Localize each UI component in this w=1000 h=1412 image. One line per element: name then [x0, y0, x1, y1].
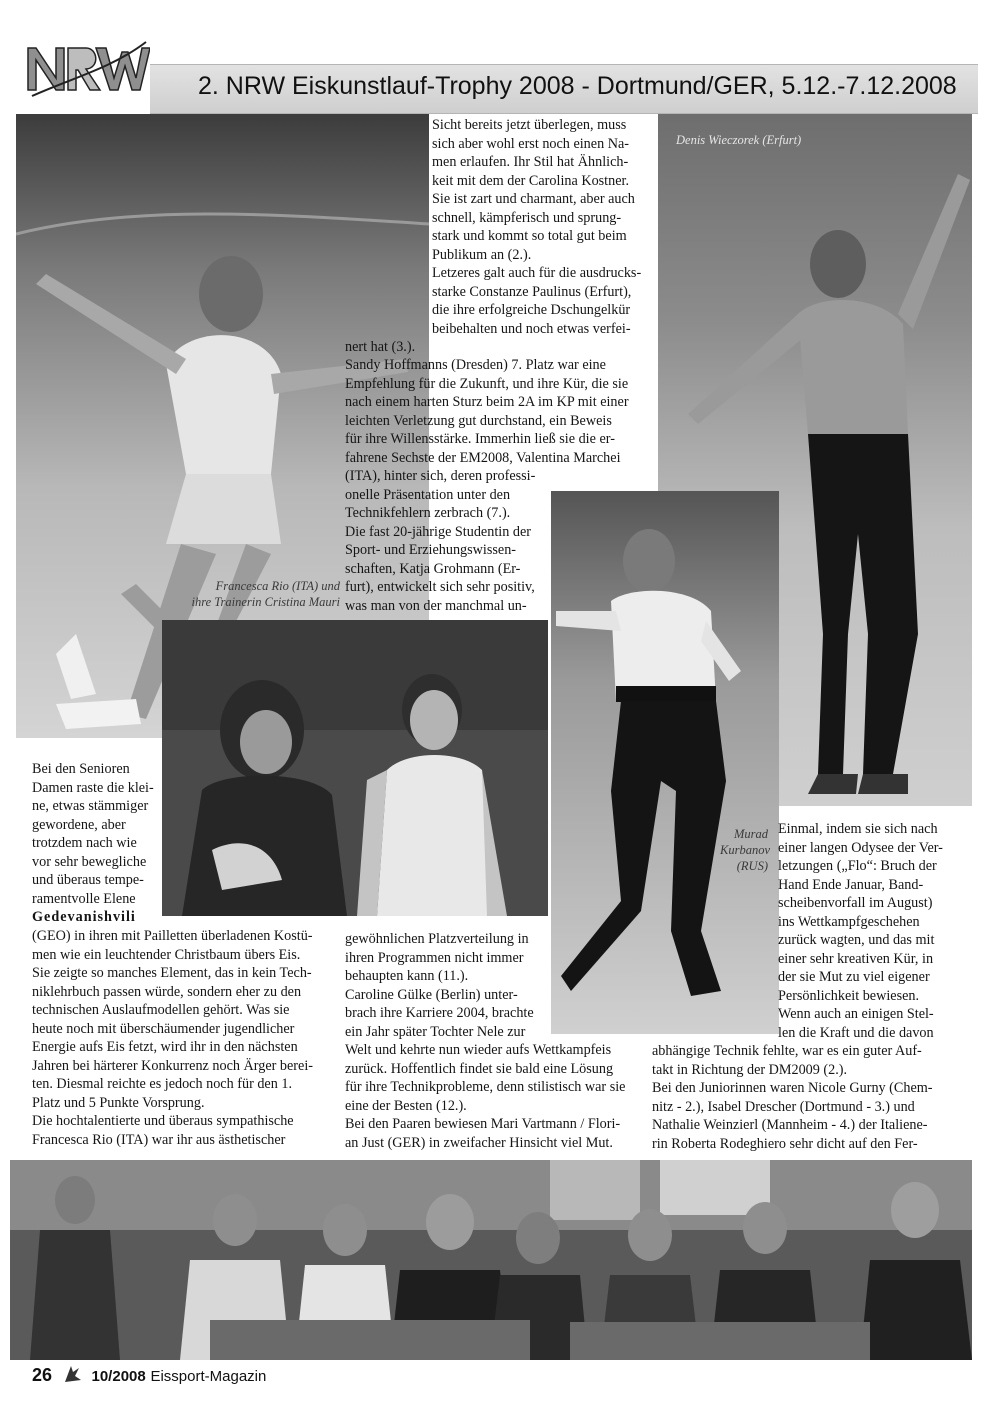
text-column-left-wide: (GEO) in ihren mit Pailletten überladenen Kostü- men wie ein leuchtender Christbaum übers Eis. Sie zeigte so manches Element, das in kein Tech- niklehrbuch passen würde, sondern eher zu den technischen Auslaufmodellen gehört. Was sie heute noch mit überschäumender jugendlicher Energie aufs Eis fetzt, wird ihr in den nächsten Jahren bei härterer Konkurrenz noch Ärger berei- ten. Diesmal reichte es jedoch noch für den 1. Platz und 5 Punkte Vorsprung. Die hochtalentierte und überaus sympathische Francesca Rio (ITA) war ihr aus ästhetischer [32, 928, 313, 1148]
text-column-top: Sicht bereits jetzt überlegen, muss sich aber wohl erst noch einen Na- men erlaufen. Ihr Stil hat Ähnlich- keit mit dem der Carolina Kostner. Sie ist zart und charmant, aber auch schnell, kämpferisch und sprung- stark und kommt so total gut beim Publikum an (2.). Letzeres galt auch für die ausdrucks- starke Constanze Paulinus (Erfurt), die ihre erfolgreiche Dschungelkür beibehalten und noch etwas verfei- [432, 117, 642, 337]
caption-kurbanov: Murad Kurbanov (RUS) [720, 827, 770, 873]
caption-rio: Francesca Rio (ITA) und ihre Trainerin Cristina Mauri [191, 579, 340, 609]
text-nert: nert hat (3.). [345, 339, 416, 355]
text-column-left-narrow: Bei den Senioren Damen raste die klei- ne, etwas stämmiger gewordene, aber trotzdem nach wie vor sehr bewegliche und überaus tempe- ramentvolle Elene Gedevanishvili [32, 761, 154, 925]
text-column-middle: gewöhnlichen Platzverteilung in ihren Programmen nicht immer behaupten kann (11.). Caroline Gülke (Berlin) unter- brach ihre Karriere 2004, brachte ein Jahr später Tochter Nele zur Welt und kehrte nun wieder aufs Wettkampfeis zurück. Hoffentlich findet sie bald eine Lösung für ihre Technikprobleme, denn stilistisch war sie eine der Besten (12.). Bei den Paaren bewiesen Mari Vartmann / Flori- an Just (GER) in zweifacher Hinsicht viel Mut. [345, 931, 626, 1151]
photo-audience [10, 1160, 972, 1360]
issue-number: 10/2008 [91, 1368, 146, 1385]
magazine-name: Eissport-Magazin [150, 1368, 267, 1385]
page-title: 2. NRW Eiskunstlauf-Trophy 2008 - Dortmund/GER, 5.12.-7.12.2008 [198, 72, 957, 100]
photo-rio-and-trainer [162, 620, 548, 916]
footer [32, 1364, 266, 1386]
text-column-right: Einmal, indem sie sich nach einer langen Odysee der Ver- letzungen („Flo“: Bruch der Hand Ende Januar, Band- scheibenvorfall im August) ins Wettkampfgeschehen zurück wagten, und das mit einer sehr kreativen Kür, in der sie Mut zu viel eigener Persönlichkeit bewiesen. Wenn auch an einigen Stel- len die Kraft und die davon abhängige Technik fehlte, war es ein guter Auf- takt in Richtung der DM2009 (2.). Bei den Juniorinnen waren Nicole Gurny (Chem- nitz - 2.), Isabel Drescher (Dortmund - 3.) und Nathalie Weinzierl (Mannheim - 4.) der Italiene- rin Roberta Rodeghiero sehr dicht auf den Fer- [652, 821, 943, 1152]
text-hoffmann: Sandy Hoffmanns (Dresden) 7. Platz war eine Empfehlung für die Zukunft, und ihre Kür, die sie nach einem harten Sturz beim 2A im KP mit einer leichten Verletzung gut durchstand, ein Beweis für ihre Willensstärke. Immerhin ließ sie die er- fahrene Sechste der EM2008, Valentina Marchei [345, 357, 629, 466]
text-marchei: (ITA), hinter sich, deren professi- onelle Präsentation unter den Technikfehlern zerbrach (7.). Die fast 20-jährige Studentin der Sport- und Erziehungswissen- schaften, Katja Grohmann (Er- furt), entwickelt sich sehr positiv, was man von der manchmal un- [345, 468, 536, 614]
page-number: 26 [32, 1365, 53, 1385]
nrw-logo [22, 38, 150, 100]
caption-wieczorek: Denis Wieczorek (Erfurt) [676, 133, 802, 147]
skater-icon [61, 1364, 83, 1384]
